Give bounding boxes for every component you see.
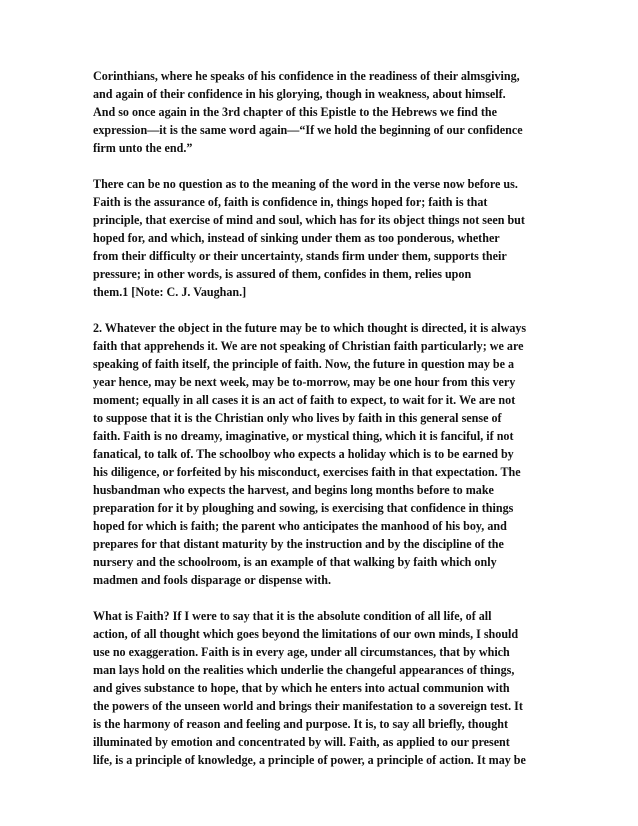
document-page [93,67,548,787]
paragraph-2 [93,175,548,301]
text-line: 2. Whatever the object in the future may be to which thought is directed, it is always [93,321,527,335]
text-line: the powers of the unseen world and brings their manifestation to a sovereign test. It [93,699,523,713]
text-line: from their difficulty or their uncertainty, stands firm under them, supports their [93,249,507,263]
text-line: moment; equally in all cases it is an act of faith to expect, to wait for it. We are not [93,393,516,407]
text-line: There can be no question as to the meaning of the word in the verse now before us. [93,177,518,191]
text-line: preparation for it by ploughing and sowing, is exercising that confidence in things [93,501,514,515]
text-line: Corinthians, where he speaks of his confidence in the readiness of their almsgiving, [93,69,520,83]
text-line: prepares for that distant maturity by the instruction and by the discipline of the [93,537,504,551]
text-line: madmen and fools disparage or dispense with. [93,573,331,587]
paragraph-3 [93,319,548,589]
text-line: expression—it is the same word again—“If we hold the beginning of our confidence [93,123,523,137]
text-line: fanatical, to talk of. The schoolboy who expects a holiday which is to be earned by [93,447,514,461]
text-line: to suppose that it is the Christian only who lives by faith in this general sense of [93,411,502,425]
text-line: and gives substance to hope, that by which he enters into actual communion with [93,681,510,695]
text-line: faith. Faith is no dreamy, imaginative, or mystical thing, which it is fanciful, if not [93,429,514,443]
text-line: faith that apprehends it. We are not speaking of Christian faith particularly; we are [93,339,524,353]
text-line: principle, that exercise of mind and soul, which has for its object things not seen but [93,213,525,227]
text-line: pressure; in other words, is assured of them, confides in them, relies upon [93,267,472,281]
text-line: his diligence, or forfeited by his misconduct, exercises faith in that expectation. The [93,465,521,479]
text-line: hoped for which is faith; the parent who anticipates the manhood of his boy, and [93,519,507,533]
text-line: What is Faith? If I were to say that it is the absolute condition of all life, of all [93,609,492,623]
text-line: speaking of faith itself, the principle of faith. Now, the future in question may be a [93,357,515,371]
text-line: them.1 [Note: C. J. Vaughan.] [93,285,247,299]
text-line: firm unto the end.” [93,141,193,155]
text-line: nursery and the schoolroom, is an example of that walking by faith which only [93,555,497,569]
text-line: is the harmony of reason and feeling and purpose. It is, to say all briefly, thought [93,717,509,731]
text-line: illuminated by emotion and concentrated by will. Faith, as applied to our present [93,735,510,749]
text-line: Faith is the assurance of, faith is confidence in, things hoped for; faith is that [93,195,488,209]
text-line: man lays hold on the realities which underlie the changeful appearances of things, [93,663,515,677]
text-line: hoped for, and which, instead of sinking under them as too ponderous, whether [93,231,500,245]
text-line: year hence, may be next week, may be to-morrow, may be one hour from this very [93,375,516,389]
text-line: use no exaggeration. Faith is in every age, under all circumstances, that by which [93,645,510,659]
paragraph-1 [93,67,548,157]
text-line: husbandman who expects the harvest, and begins long months before to make [93,483,494,497]
paragraph-4 [93,607,548,769]
text-line: And so once again in the 3rd chapter of this Epistle to the Hebrews we find the [93,105,498,119]
text-line: life, is a principle of knowledge, a principle of power, a principle of action. It may be [93,753,526,767]
text-line: and again of their confidence in his glorying, though in weakness, about himself. [93,87,506,101]
text-line: action, of all thought which goes beyond the limitations of our own minds, I should [93,627,519,641]
